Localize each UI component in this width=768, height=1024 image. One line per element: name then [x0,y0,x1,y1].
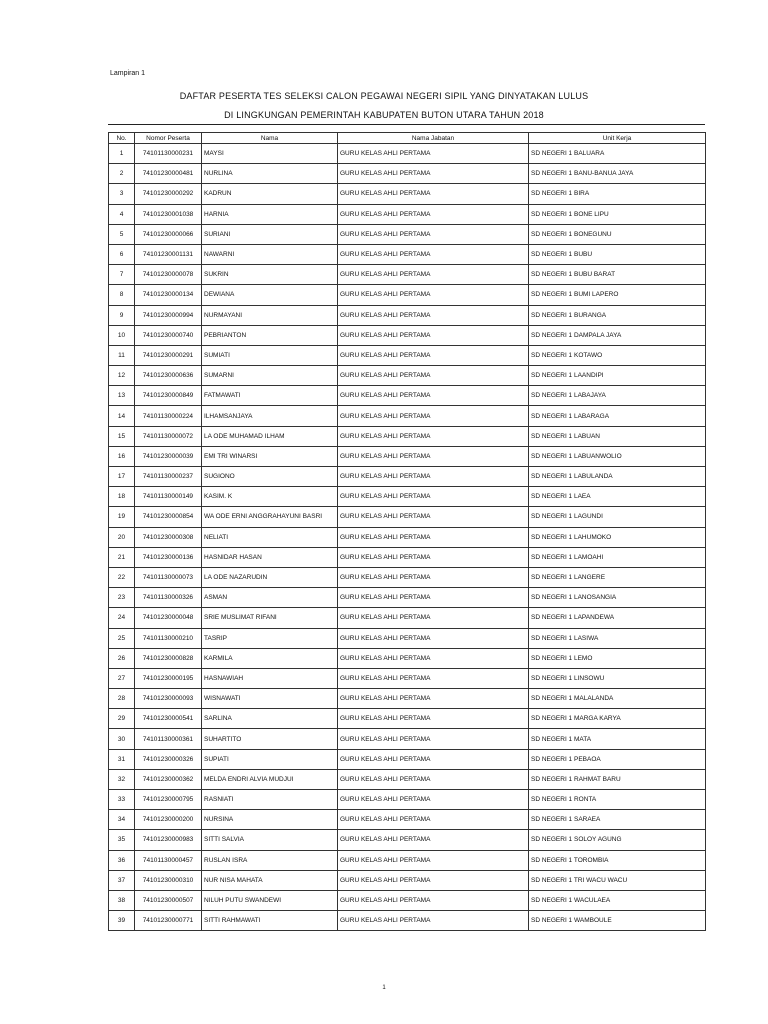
cell-no: 12 [109,366,135,386]
cell-unit: SD NEGERI 1 KOTAWO [529,345,706,365]
cell-unit: SD NEGERI 1 LABAJAYA [529,386,706,406]
table-row [109,729,706,749]
cell-unit: SD NEGERI 1 LAMOAHI [529,547,706,567]
cell-nomor: 74101130000361 [135,729,202,749]
cell-jabatan: GURU KELAS AHLI PERTAMA [338,810,529,830]
table-row [109,709,706,729]
cell-nama: SUPIATI [202,749,338,769]
cell-jabatan: GURU KELAS AHLI PERTAMA [338,204,529,224]
cell-nomor: 74101130000457 [135,850,202,870]
cell-unit: SD NEGERI 1 BIRA [529,184,706,204]
cell-nomor: 74101230000048 [135,608,202,628]
cell-no: 19 [109,507,135,527]
cell-nomor: 74101130000326 [135,588,202,608]
cell-nama: FATMAWATI [202,386,338,406]
table-row [109,547,706,567]
cell-unit: SD NEGERI 1 BANU-BANUA JAYA [529,164,706,184]
cell-jabatan: GURU KELAS AHLI PERTAMA [338,426,529,446]
cell-nomor: 74101230000066 [135,224,202,244]
cell-nomor: 74101230001038 [135,204,202,224]
table-row [109,446,706,466]
cell-no: 14 [109,406,135,426]
table-row [109,850,706,870]
table-row [109,588,706,608]
cell-no: 6 [109,244,135,264]
cell-nama: SARLINA [202,709,338,729]
document-subtitle: DI LINGKUNGAN PEMERINTAH KABUPATEN BUTON UTARA TAHUN 2018 [224,110,544,120]
cell-unit: SD NEGERI 1 BUMI LAPERO [529,285,706,305]
cell-nama: LA ODE MUHAMAD ILHAM [202,426,338,446]
cell-jabatan: GURU KELAS AHLI PERTAMA [338,850,529,870]
cell-nomor: 74101130000072 [135,426,202,446]
cell-unit: SD NEGERI 1 LABUAN [529,426,706,446]
cell-unit: SD NEGERI 1 BALUARA [529,144,706,164]
table-row [109,204,706,224]
cell-nomor: 74101230000541 [135,709,202,729]
column-header-nama-jabatan: Nama Jabatan [338,133,529,144]
cell-jabatan: GURU KELAS AHLI PERTAMA [338,567,529,587]
cell-nomor: 74101230000983 [135,830,202,850]
cell-no: 33 [109,790,135,810]
cell-jabatan: GURU KELAS AHLI PERTAMA [338,689,529,709]
cell-unit: SD NEGERI 1 BURANGA [529,305,706,325]
cell-nomor: 74101130000237 [135,467,202,487]
cell-unit: SD NEGERI 1 LAPANDEWA [529,608,706,628]
cell-unit: SD NEGERI 1 BONEGUNU [529,224,706,244]
table-row [109,386,706,406]
table-row [109,507,706,527]
cell-nama: SRIE MUSLIMAT RIFANI [202,608,338,628]
table-row [109,285,706,305]
cell-nomor: 74101230000795 [135,790,202,810]
cell-unit: SD NEGERI 1 TOROMBIA [529,850,706,870]
cell-nama: SUKRIN [202,265,338,285]
cell-no: 29 [109,709,135,729]
cell-jabatan: GURU KELAS AHLI PERTAMA [338,406,529,426]
cell-nama: KADRUN [202,184,338,204]
cell-nama: ASMAN [202,588,338,608]
cell-nama: NELIATI [202,527,338,547]
table-row [109,265,706,285]
cell-nomor: 74101230000828 [135,648,202,668]
cell-unit: SD NEGERI 1 LAEA [529,487,706,507]
cell-jabatan: GURU KELAS AHLI PERTAMA [338,467,529,487]
cell-nomor: 74101230000200 [135,810,202,830]
cell-unit: SD NEGERI 1 SOLOY AGUNG [529,830,706,850]
cell-nama: RASNIATI [202,790,338,810]
cell-no: 20 [109,527,135,547]
cell-nama: DEWIANA [202,285,338,305]
cell-nomor: 74101130000224 [135,406,202,426]
table-row [109,527,706,547]
cell-nama: MELDA ENDRI ALVIA MUDJUI [202,769,338,789]
cell-no: 5 [109,224,135,244]
table-row [109,164,706,184]
column-header-unit-kerja: Unit Kerja [529,133,706,144]
page-number: 1 [382,985,386,991]
table-body [109,144,706,931]
cell-jabatan: GURU KELAS AHLI PERTAMA [338,285,529,305]
cell-jabatan: GURU KELAS AHLI PERTAMA [338,729,529,749]
cell-unit: SD NEGERI 1 TRI WACU WACU [529,870,706,890]
cell-nama: SUMARNI [202,366,338,386]
cell-jabatan: GURU KELAS AHLI PERTAMA [338,527,529,547]
cell-no: 21 [109,547,135,567]
cell-unit: SD NEGERI 1 LAGUNDI [529,507,706,527]
table-row [109,224,706,244]
cell-nama: HARNIA [202,204,338,224]
cell-nama: SURIANI [202,224,338,244]
cell-jabatan: GURU KELAS AHLI PERTAMA [338,507,529,527]
cell-jabatan: GURU KELAS AHLI PERTAMA [338,608,529,628]
cell-nomor: 74101230000849 [135,386,202,406]
cell-unit: SD NEGERI 1 LAHUMOKO [529,527,706,547]
table-header-row [109,133,706,144]
cell-nama: SITTI SALVIA [202,830,338,850]
cell-jabatan: GURU KELAS AHLI PERTAMA [338,386,529,406]
table-row [109,790,706,810]
cell-nama: PEBRIANTON [202,325,338,345]
cell-nama: WISNAWATI [202,689,338,709]
table-row [109,648,706,668]
cell-no: 35 [109,830,135,850]
table-row [109,487,706,507]
cell-unit: SD NEGERI 1 SARAEA [529,810,706,830]
cell-nama: NILUH PUTU SWANDEWI [202,890,338,910]
participants-table [108,132,706,931]
cell-nomor: 74101230000039 [135,446,202,466]
cell-nomor: 74101130000210 [135,628,202,648]
cell-no: 9 [109,305,135,325]
table-row [109,911,706,931]
cell-unit: SD NEGERI 1 BUBU BARAT [529,265,706,285]
cell-jabatan: GURU KELAS AHLI PERTAMA [338,144,529,164]
cell-nomor: 74101230000362 [135,769,202,789]
table-row [109,567,706,587]
cell-no: 13 [109,386,135,406]
cell-no: 18 [109,487,135,507]
table-row [109,890,706,910]
cell-unit: SD NEGERI 1 LANOSANGIA [529,588,706,608]
table-row [109,426,706,446]
table-row [109,628,706,648]
cell-no: 22 [109,567,135,587]
cell-nama: SUHARTITO [202,729,338,749]
cell-jabatan: GURU KELAS AHLI PERTAMA [338,224,529,244]
cell-unit: SD NEGERI 1 MATA [529,729,706,749]
cell-no: 8 [109,285,135,305]
cell-unit: SD NEGERI 1 BONE LIPU [529,204,706,224]
cell-nama: RUSLAN ISRA [202,850,338,870]
cell-no: 39 [109,911,135,931]
cell-jabatan: GURU KELAS AHLI PERTAMA [338,547,529,567]
cell-no: 23 [109,588,135,608]
cell-jabatan: GURU KELAS AHLI PERTAMA [338,265,529,285]
document-title: DAFTAR PESERTA TES SELEKSI CALON PEGAWAI NEGERI SIPIL YANG DINYATAKAN LULUS [179,91,589,101]
table-row [109,305,706,325]
cell-nama: MAYSI [202,144,338,164]
cell-nama: NURMAYANI [202,305,338,325]
cell-jabatan: GURU KELAS AHLI PERTAMA [338,709,529,729]
title-divider [108,124,705,125]
cell-no: 24 [109,608,135,628]
cell-nama: SUMIATI [202,345,338,365]
cell-no: 36 [109,850,135,870]
table-row [109,810,706,830]
cell-jabatan: GURU KELAS AHLI PERTAMA [338,366,529,386]
cell-jabatan: GURU KELAS AHLI PERTAMA [338,648,529,668]
cell-no: 32 [109,769,135,789]
table-row [109,467,706,487]
table-row [109,325,706,345]
cell-no: 37 [109,870,135,890]
cell-unit: SD NEGERI 1 LABULANDA [529,467,706,487]
cell-nama: KASIM. K [202,487,338,507]
cell-jabatan: GURU KELAS AHLI PERTAMA [338,628,529,648]
cell-jabatan: GURU KELAS AHLI PERTAMA [338,446,529,466]
cell-nama: WA ODE ERNI ANGGRAHAYUNI BASRI [202,507,338,527]
cell-no: 38 [109,890,135,910]
cell-nomor: 74101230000636 [135,366,202,386]
table-row [109,366,706,386]
cell-no: 31 [109,749,135,769]
cell-unit: SD NEGERI 1 LABUANWOLIO [529,446,706,466]
cell-no: 10 [109,325,135,345]
cell-unit: SD NEGERI 1 LAANDIPI [529,366,706,386]
cell-jabatan: GURU KELAS AHLI PERTAMA [338,769,529,789]
cell-unit: SD NEGERI 1 LANGERE [529,567,706,587]
cell-unit: SD NEGERI 1 WAMBOULE [529,911,706,931]
column-header-nomor-peserta: Nomor Peserta [135,133,202,144]
cell-no: 28 [109,689,135,709]
cell-nama: HASNAWIAH [202,668,338,688]
cell-nama: NUR NISA MAHATA [202,870,338,890]
cell-jabatan: GURU KELAS AHLI PERTAMA [338,487,529,507]
cell-nama: NURSINA [202,810,338,830]
cell-unit: SD NEGERI 1 RAHMAT BARU [529,769,706,789]
table-row [109,830,706,850]
cell-nomor: 74101230000308 [135,527,202,547]
cell-no: 15 [109,426,135,446]
cell-jabatan: GURU KELAS AHLI PERTAMA [338,890,529,910]
cell-jabatan: GURU KELAS AHLI PERTAMA [338,870,529,890]
cell-nama: ILHAMSANJAYA [202,406,338,426]
table-row [109,144,706,164]
cell-unit: SD NEGERI 1 RONTA [529,790,706,810]
cell-jabatan: GURU KELAS AHLI PERTAMA [338,588,529,608]
cell-nama: LA ODE NAZARUDIN [202,567,338,587]
cell-nomor: 74101230000771 [135,911,202,931]
cell-nomor: 74101230000994 [135,305,202,325]
cell-nomor: 74101230000134 [135,285,202,305]
cell-nama: KARMILA [202,648,338,668]
cell-nomor: 74101230000093 [135,689,202,709]
cell-no: 7 [109,265,135,285]
table-row [109,769,706,789]
cell-jabatan: GURU KELAS AHLI PERTAMA [338,790,529,810]
cell-no: 27 [109,668,135,688]
column-header-no: No. [109,133,135,144]
cell-jabatan: GURU KELAS AHLI PERTAMA [338,668,529,688]
cell-nomor: 74101230000195 [135,668,202,688]
cell-unit: SD NEGERI 1 DAMPALA JAYA [529,325,706,345]
cell-nomor: 74101230000507 [135,890,202,910]
table-row [109,608,706,628]
cell-nama: HASNIDAR HASAN [202,547,338,567]
cell-nomor: 74101230000326 [135,749,202,769]
cell-nomor: 74101230001131 [135,244,202,264]
cell-unit: SD NEGERI 1 LINSOWU [529,668,706,688]
cell-unit: SD NEGERI 1 WACULAEA [529,890,706,910]
table-row [109,870,706,890]
cell-nama: EMI TRI WINARSI [202,446,338,466]
cell-no: 11 [109,345,135,365]
cell-unit: SD NEGERI 1 LEMO [529,648,706,668]
cell-no: 34 [109,810,135,830]
table-row [109,749,706,769]
cell-unit: SD NEGERI 1 BUBU [529,244,706,264]
cell-no: 26 [109,648,135,668]
cell-jabatan: GURU KELAS AHLI PERTAMA [338,325,529,345]
cell-nomor: 74101230000310 [135,870,202,890]
table-row [109,668,706,688]
cell-jabatan: GURU KELAS AHLI PERTAMA [338,749,529,769]
cell-nomor: 74101130000073 [135,567,202,587]
cell-nomor: 74101130000149 [135,487,202,507]
cell-nama: SITTI RAHMAWATI [202,911,338,931]
cell-nama: SUGIONO [202,467,338,487]
cell-unit: SD NEGERI 1 PEBAOA [529,749,706,769]
cell-unit: SD NEGERI 1 MALALANDA [529,689,706,709]
cell-no: 16 [109,446,135,466]
cell-nama: NAWARNI [202,244,338,264]
cell-nomor: 74101230000481 [135,164,202,184]
cell-jabatan: GURU KELAS AHLI PERTAMA [338,184,529,204]
table-row [109,406,706,426]
cell-nomor: 74101230000291 [135,345,202,365]
cell-nomor: 74101230000854 [135,507,202,527]
cell-nomor: 74101130000231 [135,144,202,164]
cell-jabatan: GURU KELAS AHLI PERTAMA [338,305,529,325]
column-header-nama: Nama [202,133,338,144]
cell-no: 25 [109,628,135,648]
cell-unit: SD NEGERI 1 LASIWA [529,628,706,648]
cell-no: 3 [109,184,135,204]
table-row [109,244,706,264]
cell-unit: SD NEGERI 1 MARGA KARYA [529,709,706,729]
cell-jabatan: GURU KELAS AHLI PERTAMA [338,830,529,850]
table-row [109,345,706,365]
cell-jabatan: GURU KELAS AHLI PERTAMA [338,164,529,184]
cell-jabatan: GURU KELAS AHLI PERTAMA [338,345,529,365]
table-row [109,184,706,204]
cell-nomor: 74101230000292 [135,184,202,204]
cell-jabatan: GURU KELAS AHLI PERTAMA [338,244,529,264]
cell-nomor: 74101230000740 [135,325,202,345]
cell-nomor: 74101230000078 [135,265,202,285]
cell-no: 4 [109,204,135,224]
cell-no: 1 [109,144,135,164]
cell-nama: TASRIP [202,628,338,648]
cell-unit: SD NEGERI 1 LABARAGA [529,406,706,426]
cell-no: 30 [109,729,135,749]
cell-no: 17 [109,467,135,487]
cell-jabatan: GURU KELAS AHLI PERTAMA [338,911,529,931]
cell-nomor: 74101230000136 [135,547,202,567]
cell-no: 2 [109,164,135,184]
cell-nama: NURLINA [202,164,338,184]
attachment-label: Lampiran 1 [110,70,146,77]
table-row [109,689,706,709]
